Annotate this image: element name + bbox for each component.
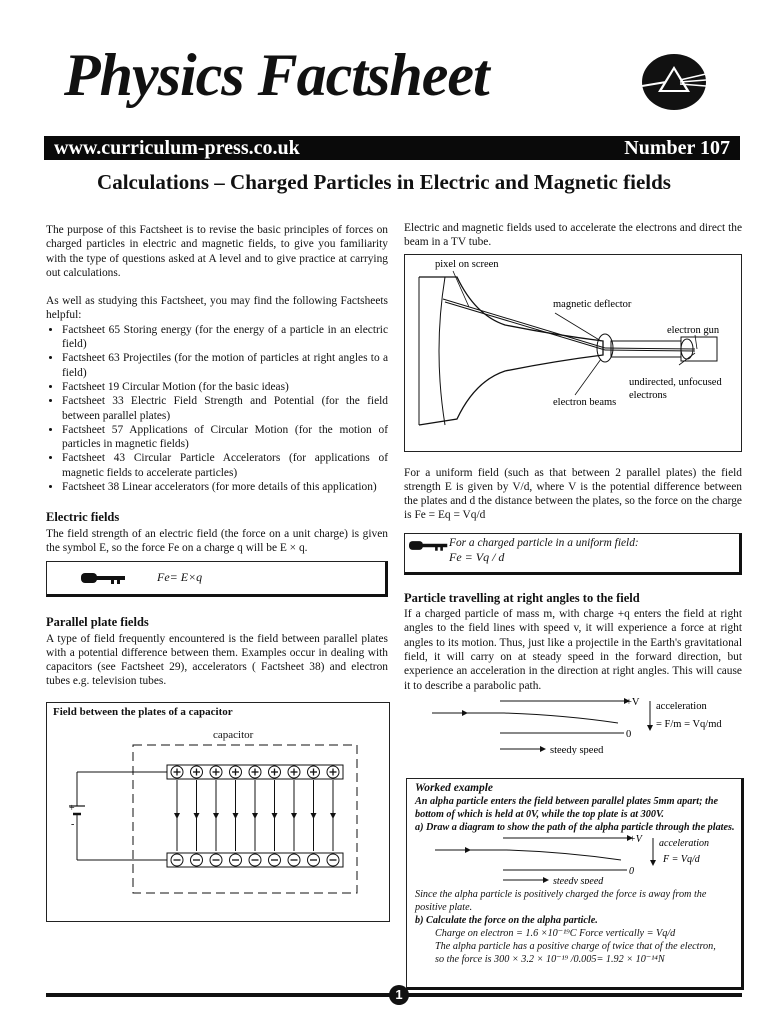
capacitor-label: capacitor <box>213 729 254 741</box>
answer-a: Since the alpha particle is positively charged the force is away from the positive plate. <box>415 889 707 913</box>
plus-v-label: +V <box>629 834 642 845</box>
capacitor-drawing <box>47 703 389 921</box>
field-arrow-icon <box>311 813 317 819</box>
battery-plus: + <box>69 803 75 814</box>
acceleration-equation: = F/m = Vq/md <box>656 718 722 730</box>
uniform-field-formula: Fe = Vq / d <box>449 549 505 564</box>
list-item: • Factsheet 57 Applications of Circular Motion (for the motion of particles in magnetic fields) <box>62 423 388 452</box>
alpha-path-diagram <box>415 834 737 884</box>
field-arrow-icon <box>233 813 239 819</box>
uniform-field-statement: For a charged particle in a uniform field: <box>449 536 639 549</box>
acceleration-label: acceleration <box>656 700 707 712</box>
list-item: • Factsheet 33 Electric Field Strength and Potential (for the field between parallel plates) <box>62 394 388 423</box>
right-column <box>404 221 742 759</box>
battery-minus: - <box>71 819 75 830</box>
right-angle-heading: Particle travelling at right angles to the field <box>404 590 640 605</box>
gun-label: electron gun <box>667 324 720 336</box>
worked-example-box <box>406 778 744 990</box>
speed-label: steedy speed <box>550 744 604 755</box>
uniform-field-box <box>404 533 742 575</box>
list-item: • Factsheet 63 Projectiles (for the motion of particles at right angles to a field) <box>62 351 388 380</box>
question-a: a) Draw a diagram to show the path of the alpha particle through the plates. <box>415 822 735 833</box>
left-column <box>46 223 388 703</box>
answer-b-line-2: The alpha particle has a positive charge of twice that of the electron, <box>435 941 716 952</box>
zero-label: 0 <box>629 866 634 877</box>
acceleration-label: acceleration <box>659 838 709 849</box>
worked-example-heading: Worked example <box>415 782 493 794</box>
right-angle-text: If a charged particle of mass m, with charge +q enters the field at right angles to the field lines with speed v, it will experience a force at right angles to its motion. Thus, just like a projectile in the Earth's gravitational field, it will carry on at steady speed in the forward direction, but experience an acceleration in the direction at right angles. This will cause it to describe a parabolic path. <box>404 608 742 692</box>
tv-tube-diagram <box>404 254 742 452</box>
answer-b-line-1: Charge on electron = 1.6 ×10⁻¹⁹C Force vertically = Vq/d <box>435 928 676 939</box>
electrons-label: electrons <box>629 389 667 401</box>
field-arrow-icon <box>194 813 200 819</box>
beams-label: electron beams <box>553 396 617 408</box>
key-icon <box>409 539 449 552</box>
tv-intro: Electric and magnetic fields used to accelerate the electrons and direct the beam in a TV tube. <box>404 222 742 249</box>
key-formula-box <box>46 561 388 597</box>
force-formula: Fe= E×q <box>157 570 203 585</box>
parallel-plate-text: A type of field frequently encountered is the field between parallel plates with a potential difference between them. Examples occur in dealing with capacitors (see Factsheet 29), accelerators ( Factsheet 38) and electron tubes e.g. television tubes. <box>46 632 388 688</box>
pixel-label: pixel on screen <box>435 258 499 270</box>
field-lines <box>174 780 336 851</box>
header-bar <box>44 136 740 160</box>
brand-title: Physics Factsheet <box>64 42 489 108</box>
prism-logo-icon <box>640 52 708 112</box>
website-link[interactable]: www.curriculum-press.co.uk <box>54 137 300 159</box>
field-arrow-icon <box>174 813 180 819</box>
positive-charges <box>171 766 339 778</box>
key-icon <box>81 571 127 585</box>
parallel-plate-heading: Parallel plate fields <box>46 615 149 630</box>
field-arrow-icon <box>252 813 258 819</box>
parabolic-path-diagram <box>404 697 742 755</box>
zero-label: 0 <box>626 728 632 740</box>
capacitor-diagram <box>46 702 390 922</box>
question-b: b) Calculate the force on the alpha particle. <box>415 915 598 926</box>
answer-b-line-3: so the force is 300 × 3.2 × 10⁻¹⁹ /0.005= 1.92 × 10⁻¹⁴N <box>435 954 665 965</box>
list-item: • Factsheet 19 Circular Motion (for the basic ideas) <box>62 380 388 394</box>
electric-fields-heading: Electric fields <box>46 510 120 525</box>
undirected-label: undirected, unfocused <box>629 376 722 388</box>
diagram-title: Field between the plates of a capacitor <box>53 706 233 718</box>
electric-fields-text: The field strength of an electric field (the force on a unit charge) is given the symbol E, so the force Fe on a charge q will be E × q. <box>46 527 388 554</box>
page-number: 1 <box>389 985 409 1005</box>
issue-number: Number 107 <box>624 137 730 159</box>
intro-paragraph: The purpose of this Factsheet is to revise the basic principles of forces on charged particles in electric and magnetic fields, to give you familiarity with the type of questions asked at A level and to give practice at carrying out calculations. <box>46 224 388 279</box>
force-equation: F = Vq/d <box>663 854 700 865</box>
list-item: • Factsheet 65 Storing energy (for the energy of a particle in an electric field) <box>62 323 388 352</box>
uniform-field-text: For a uniform field (such as that between 2 parallel plates) the field strength E is given by V/d, where V is the potential difference between the plates and d the distance between the plates, so the force on the charge is Fe = Eq = Vq/d <box>404 466 742 522</box>
field-arrow-icon <box>291 813 297 819</box>
field-arrow-icon <box>272 813 278 819</box>
field-arrow-icon <box>330 813 336 819</box>
factsheet-list <box>46 323 388 495</box>
worked-question: An alpha particle enters the field between parallel plates 5mm apart; the bottom of which is held at 0V, while the top plate is at 300V. <box>415 796 719 820</box>
negative-charges <box>171 854 339 866</box>
field-arrow-icon <box>213 813 219 819</box>
list-item: • Factsheet 43 Circular Particle Accelerators (for applications of magnetic fields to accelerate particles) <box>62 451 388 480</box>
deflector-label: magnetic deflector <box>553 298 632 310</box>
list-item: • Factsheet 38 Linear accelerators (for more details of this application) <box>62 480 388 494</box>
tv-tube-drawing <box>405 255 743 451</box>
page-title: Calculations – Charged Particles in Electric and Magnetic fields <box>97 170 671 194</box>
helpful-intro: As well as studying this Factsheet, you may find the following Factsheets helpful: <box>46 295 388 322</box>
plus-v-label: +V <box>626 696 640 708</box>
speed-label: steedy speed <box>553 876 604 884</box>
